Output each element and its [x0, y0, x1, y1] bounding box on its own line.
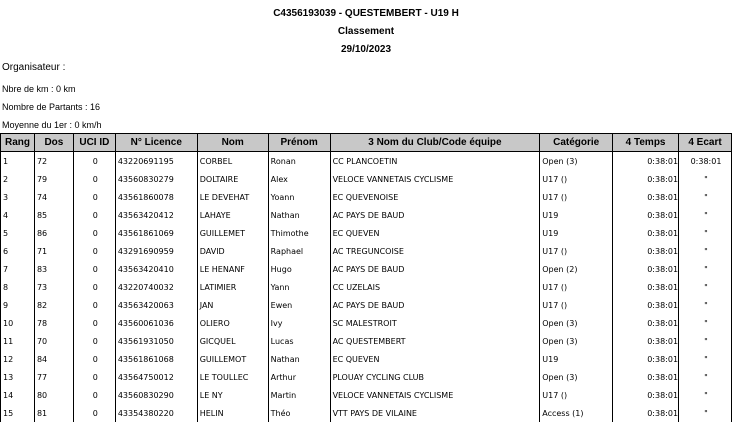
prenom-cell: Ewen	[268, 296, 330, 314]
categorie-cell: U19	[540, 206, 613, 224]
uci-id-cell: 0	[73, 224, 115, 242]
nom-cell: DOLTAIRE	[197, 170, 268, 188]
table-row	[1, 296, 732, 314]
table-row	[1, 170, 732, 188]
col-ecart: 4 Ecart	[679, 134, 732, 152]
dos-cell: 80	[34, 386, 73, 404]
uci-id-cell: 0	[73, 242, 115, 260]
ecart-cell: "	[679, 332, 732, 350]
uci-id-cell: 0	[73, 152, 115, 171]
table-row	[1, 332, 732, 350]
uci-id-cell: 0	[73, 332, 115, 350]
table-row	[1, 188, 732, 206]
temps-cell: 0:38:01	[613, 170, 679, 188]
prenom-cell: Ronan	[268, 152, 330, 171]
nom-cell: CORBEL	[197, 152, 268, 171]
ecart-cell: "	[679, 206, 732, 224]
prenom-cell: Martin	[268, 386, 330, 404]
nom-cell: LE TOULLEC	[197, 368, 268, 386]
report-subtitle: Classement	[337, 26, 395, 37]
partants-info: Nombre de Partants : 16	[2, 102, 101, 112]
col-prenom: Prénom	[268, 134, 330, 152]
table-row	[1, 350, 732, 368]
temps-cell: 0:38:01	[613, 278, 679, 296]
prenom-cell: Nathan	[268, 206, 330, 224]
temps-cell: 0:38:01	[613, 260, 679, 278]
licence-cell: 43220691195	[115, 152, 197, 171]
rang-cell: 4	[1, 206, 35, 224]
rang-cell: 11	[1, 332, 35, 350]
dos-cell: 85	[34, 206, 73, 224]
km-info: Nbre de km : 0 km	[2, 84, 76, 94]
club-cell: VELOCE VANNETAIS CYCLISME	[330, 386, 540, 404]
ecart-cell: "	[679, 188, 732, 206]
nom-cell: JAN	[197, 296, 268, 314]
prenom-cell: Ivy	[268, 314, 330, 332]
rang-cell: 1	[1, 152, 35, 171]
club-cell: SC MALESTROIT	[330, 314, 540, 332]
licence-cell: 43291690959	[115, 242, 197, 260]
table-header-row	[1, 134, 732, 152]
club-cell: AC TREGUNCOISE	[330, 242, 540, 260]
categorie-cell: U17 ()	[540, 242, 613, 260]
ecart-cell: "	[679, 404, 732, 422]
temps-cell: 0:38:01	[613, 206, 679, 224]
moyenne-info: Moyenne du 1er : 0 km/h	[2, 120, 102, 130]
rang-cell: 2	[1, 170, 35, 188]
col-nom: Nom	[197, 134, 268, 152]
rang-cell: 8	[1, 278, 35, 296]
prenom-cell: Yoann	[268, 188, 330, 206]
uci-id-cell: 0	[73, 386, 115, 404]
rang-cell: 3	[1, 188, 35, 206]
rang-cell: 10	[1, 314, 35, 332]
rang-cell: 13	[1, 368, 35, 386]
prenom-cell: Nathan	[268, 350, 330, 368]
ecart-cell: "	[679, 170, 732, 188]
nom-cell: DAVID	[197, 242, 268, 260]
uci-id-cell: 0	[73, 188, 115, 206]
uci-id-cell: 0	[73, 314, 115, 332]
organisateur-label: Organisateur :	[2, 62, 66, 73]
categorie-cell: U17 ()	[540, 278, 613, 296]
table-row	[1, 224, 732, 242]
table-row	[1, 152, 732, 171]
table-row	[1, 314, 732, 332]
categorie-cell: U17 ()	[540, 386, 613, 404]
licence-cell: 43563420063	[115, 296, 197, 314]
dos-cell: 77	[34, 368, 73, 386]
col-licence: N° Licence	[115, 134, 197, 152]
ecart-cell: "	[679, 314, 732, 332]
rang-cell: 9	[1, 296, 35, 314]
dos-cell: 83	[34, 260, 73, 278]
categorie-cell: U17 ()	[540, 188, 613, 206]
temps-cell: 0:38:01	[613, 314, 679, 332]
temps-cell: 0:38:01	[613, 386, 679, 404]
dos-cell: 71	[34, 242, 73, 260]
uci-id-cell: 0	[73, 260, 115, 278]
prenom-cell: Thimothe	[268, 224, 330, 242]
col-temps: 4 Temps	[613, 134, 679, 152]
table-row	[1, 404, 732, 422]
nom-cell: GICQUEL	[197, 332, 268, 350]
temps-cell: 0:38:01	[613, 224, 679, 242]
dos-cell: 74	[34, 188, 73, 206]
col-categorie: Catégorie	[540, 134, 613, 152]
prenom-cell: Hugo	[268, 260, 330, 278]
categorie-cell: U19	[540, 224, 613, 242]
club-cell: AC PAYS DE BAUD	[330, 296, 540, 314]
prenom-cell: Lucas	[268, 332, 330, 350]
prenom-cell: Alex	[268, 170, 330, 188]
licence-cell: 43220740032	[115, 278, 197, 296]
table-row	[1, 278, 732, 296]
club-cell: AC QUESTEMBERT	[330, 332, 540, 350]
uci-id-cell: 0	[73, 368, 115, 386]
categorie-cell: U17 ()	[540, 170, 613, 188]
dos-cell: 82	[34, 296, 73, 314]
temps-cell: 0:38:01	[613, 242, 679, 260]
report-title: C4356193039 - QUESTEMBERT - U19 H	[273, 8, 459, 19]
table-row	[1, 242, 732, 260]
categorie-cell: Open (2)	[540, 260, 613, 278]
ecart-cell: "	[679, 386, 732, 404]
licence-cell: 43560061036	[115, 314, 197, 332]
table-row	[1, 386, 732, 404]
nom-cell: GUILLEMOT	[197, 350, 268, 368]
report-date: 29/10/2023	[340, 44, 392, 55]
col-uci-id: UCI ID	[73, 134, 115, 152]
prenom-cell: Raphael	[268, 242, 330, 260]
nom-cell: LE HENANF	[197, 260, 268, 278]
nom-cell: HELIN	[197, 404, 268, 422]
club-cell: AC PAYS DE BAUD	[330, 260, 540, 278]
licence-cell: 43563420412	[115, 206, 197, 224]
licence-cell: 43561861068	[115, 350, 197, 368]
prenom-cell: Théo	[268, 404, 330, 422]
club-cell: VTT PAYS DE VILAINE	[330, 404, 540, 422]
categorie-cell: Open (3)	[540, 152, 613, 171]
licence-cell: 43561860078	[115, 188, 197, 206]
table-row	[1, 206, 732, 224]
dos-cell: 73	[34, 278, 73, 296]
dos-cell: 70	[34, 332, 73, 350]
ecart-cell: "	[679, 242, 732, 260]
categorie-cell: Open (3)	[540, 314, 613, 332]
dos-cell: 78	[34, 314, 73, 332]
categorie-cell: U17 ()	[540, 296, 613, 314]
table-row	[1, 260, 732, 278]
dos-cell: 72	[34, 152, 73, 171]
dos-cell: 86	[34, 224, 73, 242]
rang-cell: 7	[1, 260, 35, 278]
dos-cell: 84	[34, 350, 73, 368]
categorie-cell: Access (1)	[540, 404, 613, 422]
club-cell: CC PLANCOETIN	[330, 152, 540, 171]
results-table	[0, 133, 732, 422]
col-dos: Dos	[34, 134, 73, 152]
col-rang: Rang	[1, 134, 35, 152]
licence-cell: 43563420410	[115, 260, 197, 278]
ecart-cell: "	[679, 350, 732, 368]
nom-cell: LATIMIER	[197, 278, 268, 296]
temps-cell: 0:38:01	[613, 350, 679, 368]
nom-cell: LAHAYE	[197, 206, 268, 224]
rang-cell: 14	[1, 386, 35, 404]
categorie-cell: Open (3)	[540, 368, 613, 386]
licence-cell: 43354380220	[115, 404, 197, 422]
club-cell: EC QUEVEN	[330, 350, 540, 368]
temps-cell: 0:38:01	[613, 152, 679, 171]
licence-cell: 43560830290	[115, 386, 197, 404]
prenom-cell: Yann	[268, 278, 330, 296]
uci-id-cell: 0	[73, 404, 115, 422]
club-cell: VELOCE VANNETAIS CYCLISME	[330, 170, 540, 188]
rang-cell: 6	[1, 242, 35, 260]
temps-cell: 0:38:01	[613, 404, 679, 422]
club-cell: AC PAYS DE BAUD	[330, 206, 540, 224]
club-cell: EC QUEVENOISE	[330, 188, 540, 206]
ecart-cell: "	[679, 368, 732, 386]
licence-cell: 43564750012	[115, 368, 197, 386]
club-cell: CC UZELAIS	[330, 278, 540, 296]
temps-cell: 0:38:01	[613, 368, 679, 386]
prenom-cell: Arthur	[268, 368, 330, 386]
table-row	[1, 368, 732, 386]
uci-id-cell: 0	[73, 170, 115, 188]
ecart-cell: "	[679, 296, 732, 314]
licence-cell: 43561861069	[115, 224, 197, 242]
nom-cell: LE DEVEHAT	[197, 188, 268, 206]
uci-id-cell: 0	[73, 206, 115, 224]
rang-cell: 12	[1, 350, 35, 368]
ecart-cell: 0:38:01	[679, 152, 732, 171]
uci-id-cell: 0	[73, 350, 115, 368]
uci-id-cell: 0	[73, 296, 115, 314]
rang-cell: 15	[1, 404, 35, 422]
ecart-cell: "	[679, 260, 732, 278]
dos-cell: 79	[34, 170, 73, 188]
licence-cell: 43560830279	[115, 170, 197, 188]
rang-cell: 5	[1, 224, 35, 242]
categorie-cell: U19	[540, 350, 613, 368]
ecart-cell: "	[679, 278, 732, 296]
club-cell: PLOUAY CYCLING CLUB	[330, 368, 540, 386]
col-club: 3 Nom du Club/Code équipe	[330, 134, 540, 152]
categorie-cell: Open (3)	[540, 332, 613, 350]
uci-id-cell: 0	[73, 278, 115, 296]
nom-cell: GUILLEMET	[197, 224, 268, 242]
licence-cell: 43561931050	[115, 332, 197, 350]
temps-cell: 0:38:01	[613, 332, 679, 350]
temps-cell: 0:38:01	[613, 188, 679, 206]
ecart-cell: "	[679, 224, 732, 242]
club-cell: EC QUEVEN	[330, 224, 540, 242]
dos-cell: 81	[34, 404, 73, 422]
nom-cell: LE NY	[197, 386, 268, 404]
temps-cell: 0:38:01	[613, 296, 679, 314]
nom-cell: OLIERO	[197, 314, 268, 332]
